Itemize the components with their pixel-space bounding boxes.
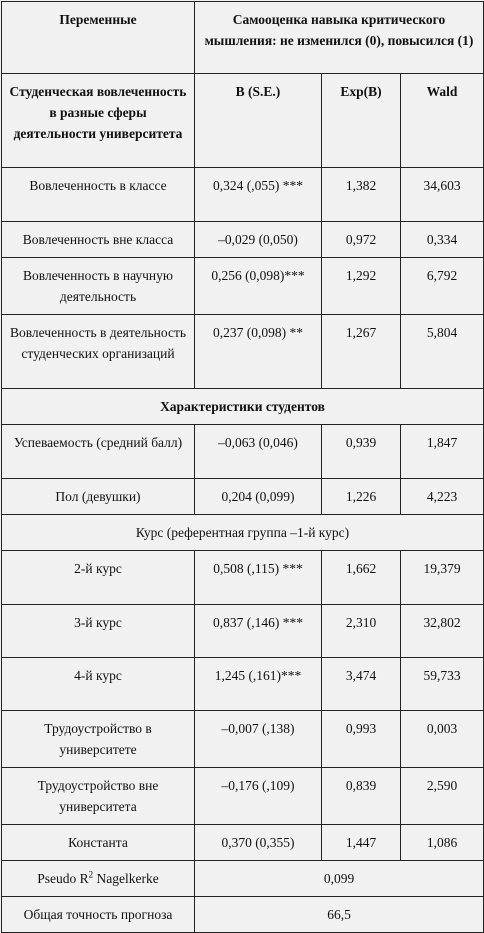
row-b: 0,508 (,115) *** xyxy=(195,551,322,605)
row-label: Вовлеченность в классе xyxy=(2,168,195,222)
table-row xyxy=(2,768,484,825)
table-header-row xyxy=(2,2,484,74)
row-label: Вовлеченность в деятельность студенческих организаций xyxy=(2,315,195,389)
row-wald: 1,847 xyxy=(401,425,484,479)
row-wald: 0,003 xyxy=(401,711,484,768)
accuracy-value: 66,5 xyxy=(195,897,484,933)
row-wald: 19,379 xyxy=(401,551,484,605)
section-row xyxy=(2,389,484,425)
row-label: Константа xyxy=(2,825,195,861)
row-b: –0,176 (,109) xyxy=(195,768,322,825)
row-b: –0,029 (0,050) xyxy=(195,222,322,258)
row-b: 0,256 (0,098)*** xyxy=(195,258,322,315)
section-students-title: Характеристики студентов xyxy=(2,389,484,425)
row-exp: 1,662 xyxy=(322,551,401,605)
row-wald: 4,223 xyxy=(401,479,484,515)
pseudo-r2-label-main: Pseudo R xyxy=(37,871,89,886)
pseudo-r2-row xyxy=(2,861,484,897)
header-variables: Переменные xyxy=(2,2,195,74)
row-wald: 1,086 xyxy=(401,825,484,861)
pseudo-r2-value: 0,099 xyxy=(195,861,484,897)
row-wald: 5,804 xyxy=(401,315,484,389)
accuracy-label: Общая точность прогноза xyxy=(2,897,195,933)
table-row xyxy=(2,825,484,861)
row-label: Пол (девушки) xyxy=(2,479,195,515)
row-b: 0,237 (0,098) ** xyxy=(195,315,322,389)
section-course-title: Курс (референтная группа –1-й курс) xyxy=(2,515,484,551)
row-exp: 0,993 xyxy=(322,711,401,768)
table-row xyxy=(2,479,484,515)
row-exp: 0,972 xyxy=(322,222,401,258)
row-label: 2-й курс xyxy=(2,551,195,605)
row-label: Вовлеченность в научную деятельность xyxy=(2,258,195,315)
row-label: Трудоустройство в университете xyxy=(2,711,195,768)
table-subheader-row xyxy=(2,74,484,168)
row-wald: 0,334 xyxy=(401,222,484,258)
table-row xyxy=(2,168,484,222)
row-b: 0,204 (0,099) xyxy=(195,479,322,515)
row-wald: 59,733 xyxy=(401,658,484,711)
table-row xyxy=(2,425,484,479)
pseudo-r2-label xyxy=(2,861,195,897)
row-exp: 1,292 xyxy=(322,258,401,315)
row-b: –0,063 (0,046) xyxy=(195,425,322,479)
row-exp: 0,839 xyxy=(322,768,401,825)
row-label: Успеваемость (средний балл) xyxy=(2,425,195,479)
row-label: 3-й курс xyxy=(2,605,195,658)
row-label: 4-й курс xyxy=(2,658,195,711)
row-wald: 34,603 xyxy=(401,168,484,222)
row-exp: 1,226 xyxy=(322,479,401,515)
pseudo-r2-label-rest: Nagelkerke xyxy=(93,871,159,886)
table-row xyxy=(2,551,484,605)
row-wald: 6,792 xyxy=(401,258,484,315)
table-row xyxy=(2,315,484,389)
header-dependent-variable: Самооценка навыка критического мышления: не изменился (0), повысился (1) xyxy=(195,2,484,74)
table-row xyxy=(2,222,484,258)
table-row xyxy=(2,605,484,658)
header-wald: Wald xyxy=(401,74,484,168)
row-exp: 1,382 xyxy=(322,168,401,222)
header-exp-b: Exp(B) xyxy=(322,74,401,168)
row-b: 0,370 (0,355) xyxy=(195,825,322,861)
regression-results-table xyxy=(1,1,484,933)
row-b: 0,837 (,146) *** xyxy=(195,605,322,658)
accuracy-row xyxy=(2,897,484,933)
table-row xyxy=(2,711,484,768)
section-row xyxy=(2,515,484,551)
row-exp: 3,474 xyxy=(322,658,401,711)
row-wald: 32,802 xyxy=(401,605,484,658)
header-b-se: B (S.E.) xyxy=(195,74,322,168)
table-row xyxy=(2,658,484,711)
table-row xyxy=(2,258,484,315)
row-label: Трудоустройство вне университета xyxy=(2,768,195,825)
row-b: 0,324 (,055) *** xyxy=(195,168,322,222)
section-engagement-title: Студенческая вовлеченность в разные сферы деятельности университета xyxy=(2,74,195,168)
row-exp: 1,267 xyxy=(322,315,401,389)
row-wald: 2,590 xyxy=(401,768,484,825)
row-b: 1,245 (,161)*** xyxy=(195,658,322,711)
row-label: Вовлеченность вне класса xyxy=(2,222,195,258)
regression-table-container xyxy=(1,1,483,922)
pseudo-r2-label-sup: 2 xyxy=(88,869,94,880)
row-b: –0,007 (,138) xyxy=(195,711,322,768)
row-exp: 0,939 xyxy=(322,425,401,479)
row-exp: 1,447 xyxy=(322,825,401,861)
row-exp: 2,310 xyxy=(322,605,401,658)
